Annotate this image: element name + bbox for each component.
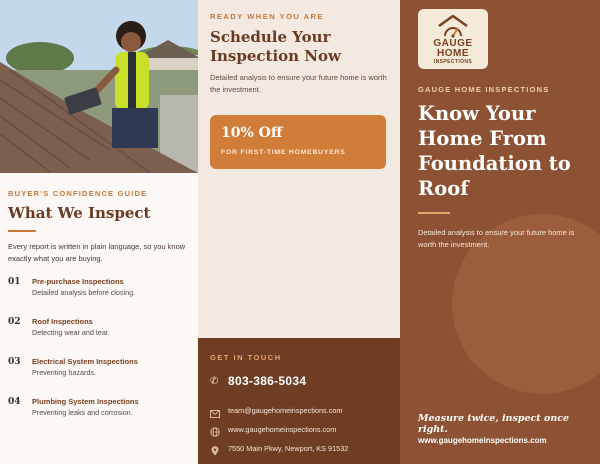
list-item [8, 277, 194, 317]
inspection-list [8, 277, 194, 437]
guide-panel [0, 0, 198, 464]
list-item [8, 317, 194, 357]
schedule-panel [198, 0, 400, 464]
item-desc: Preventing leaks and corrosion. [32, 408, 133, 417]
item-number: 03 [8, 357, 21, 367]
logo-text: HOME [437, 48, 469, 59]
phone-icon: ✆ [210, 375, 219, 387]
discount-badge [210, 115, 386, 169]
phone-number[interactable]: 803-386-5034 [228, 374, 307, 388]
logo-text: GAUGE [433, 38, 473, 49]
item-desc: Detecting wear and tear. [32, 328, 110, 337]
item-desc: Preventing hazards. [32, 368, 96, 377]
item-number: 02 [8, 317, 21, 327]
item-title: Roof Inspections [32, 317, 93, 326]
brand-kicker: GAUGE HOME INSPECTIONS [418, 85, 550, 94]
schedule-kicker: READY WHEN YOU ARE [210, 12, 324, 21]
address-row [210, 443, 348, 453]
website-row [210, 424, 336, 434]
offer-amount: 10% Off [221, 125, 283, 141]
item-number: 01 [8, 277, 21, 287]
logo-text: INSPECTIONS [433, 59, 473, 65]
list-item [8, 357, 194, 397]
item-title: Plumbing System Inspections [32, 397, 139, 406]
list-item [8, 397, 194, 437]
email-row [210, 405, 343, 415]
contact-kicker: GET IN TOUCH [210, 353, 282, 362]
contact-section [198, 338, 400, 464]
brand-panel [400, 0, 600, 464]
mail-icon [210, 405, 224, 415]
item-desc: Detailed analysis before closing. [32, 288, 136, 297]
hero-title: Know Your Home From Foundation to Roof [418, 102, 571, 200]
address-text: 7550 Main Pkwy, Newport, KS 91532 [228, 443, 349, 453]
divider [8, 230, 36, 232]
guide-intro: Every report is written in plain language, so you know exactly what you are buying. [8, 242, 186, 263]
phone-row [210, 374, 306, 388]
website-footer[interactable]: www.gaugehomeinspections.com [418, 436, 547, 445]
inspector-photo [0, 0, 198, 173]
guide-kicker: BUYER'S CONFIDENCE GUIDE [8, 189, 148, 198]
house-gauge-icon [437, 14, 469, 38]
schedule-section [198, 0, 400, 338]
schedule-title: Schedule Your Inspection Now [210, 28, 341, 65]
item-number: 04 [8, 397, 21, 407]
map-pin-icon [210, 443, 224, 453]
divider [418, 212, 450, 214]
company-logo [418, 9, 488, 69]
hero-desc: Detailed analysis to ensure your future home is worth the investment. [418, 228, 575, 249]
item-title: Pre-purchase Inspections [32, 277, 124, 286]
item-title: Electrical System Inspections [32, 357, 138, 366]
tagline: Measure twice, inspect once right. [418, 413, 570, 435]
guide-title: What We Inspect [8, 204, 151, 222]
offer-subtitle: FOR FIRST-TIME HOMEBUYERS [221, 149, 346, 156]
globe-icon [210, 424, 224, 434]
email-link[interactable]: team@gaugehomeinspections.com [228, 405, 343, 415]
schedule-desc: Detailed analysis to ensure your future home is worth the investment. [210, 73, 387, 94]
website-link[interactable]: www.gaugehomeinspections.com [228, 424, 337, 434]
